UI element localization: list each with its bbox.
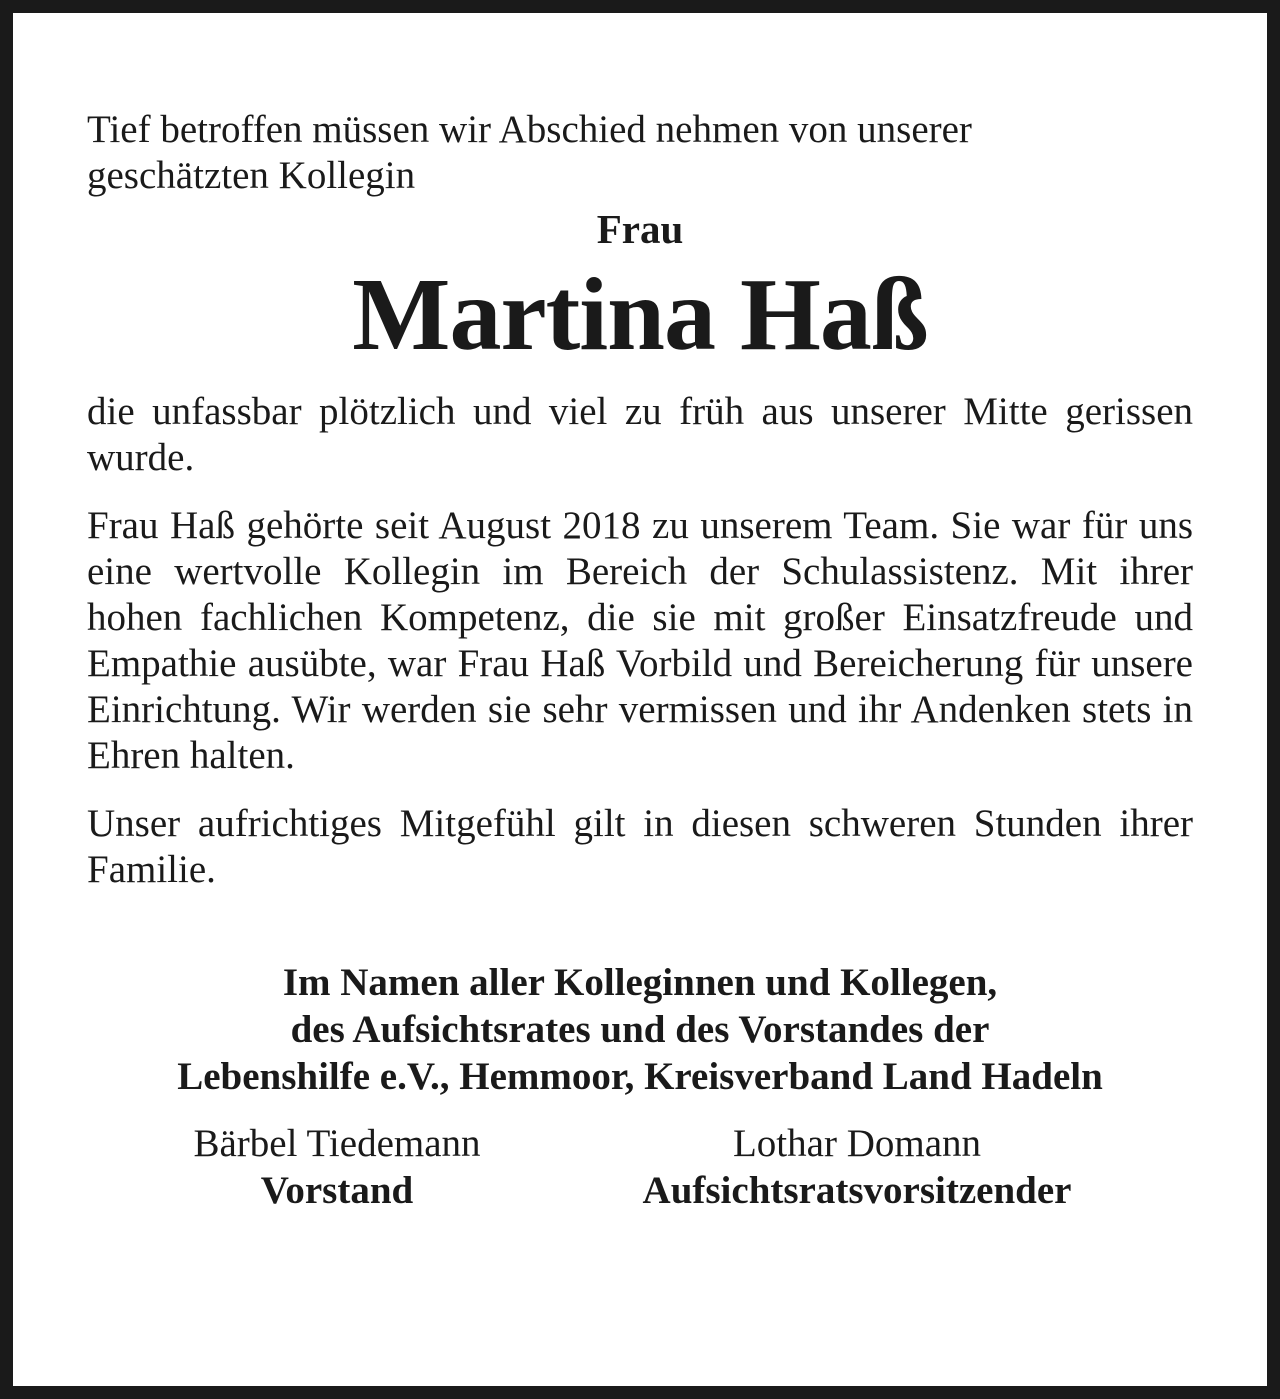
signature-block	[87, 959, 1193, 1100]
signer-role: Vorstand	[260, 1169, 414, 1212]
signer-name: Bärbel Tiedemann	[193, 1122, 481, 1165]
signer-role: Aufsichtsratsvorsitzender	[642, 1169, 1072, 1212]
notice-content	[87, 99, 1193, 1230]
signature-line: Lebenshilfe e.V., Hemmoor, Kreisverband Land Hadeln	[177, 1055, 1103, 1098]
signers	[87, 1120, 1193, 1230]
paragraph-condolence: Unser aufrichtiges Mitgefühl gilt in diesen schweren Stunden ihrer Familie.	[87, 802, 1193, 891]
signer-supervisory-board	[577, 1120, 1137, 1214]
paragraph-tribute: Frau Haß gehörte seit August 2018 zu unserem Team. Sie war für uns eine wertvolle Kollegin im Bereich der Schulassistenz. Mit ihrer hohen fachlichen Kompetenz, die sie mit großer Einsatzfreude und Empathie ausübte, war Frau Haß Vorbild und Bereicherung für unsere Einrichtung. Wir werden sie sehr vermissen und ihr Andenken stets in Ehren halten.	[87, 504, 1193, 777]
signature-line: des Aufsichtsrates und des Vorstandes der	[290, 1008, 990, 1051]
intro-line-2: geschätzten Kollegin	[87, 154, 416, 197]
signature-line: Im Namen aller Kolleginnen und Kollegen,	[282, 961, 998, 1004]
salutation: Frau	[596, 206, 684, 252]
intro-line-1: Tief betroffen müssen wir Abschied nehmen von unserer	[87, 108, 972, 151]
paragraph-departure: die unfassbar plötzlich und viel zu früh aus unserer Mitte gerissen wurde.	[87, 390, 1193, 479]
intro-text	[87, 107, 1193, 199]
signer-board	[147, 1120, 527, 1214]
deceased-name: Martina Haß	[352, 257, 928, 372]
signer-name: Lothar Domann	[732, 1122, 981, 1165]
